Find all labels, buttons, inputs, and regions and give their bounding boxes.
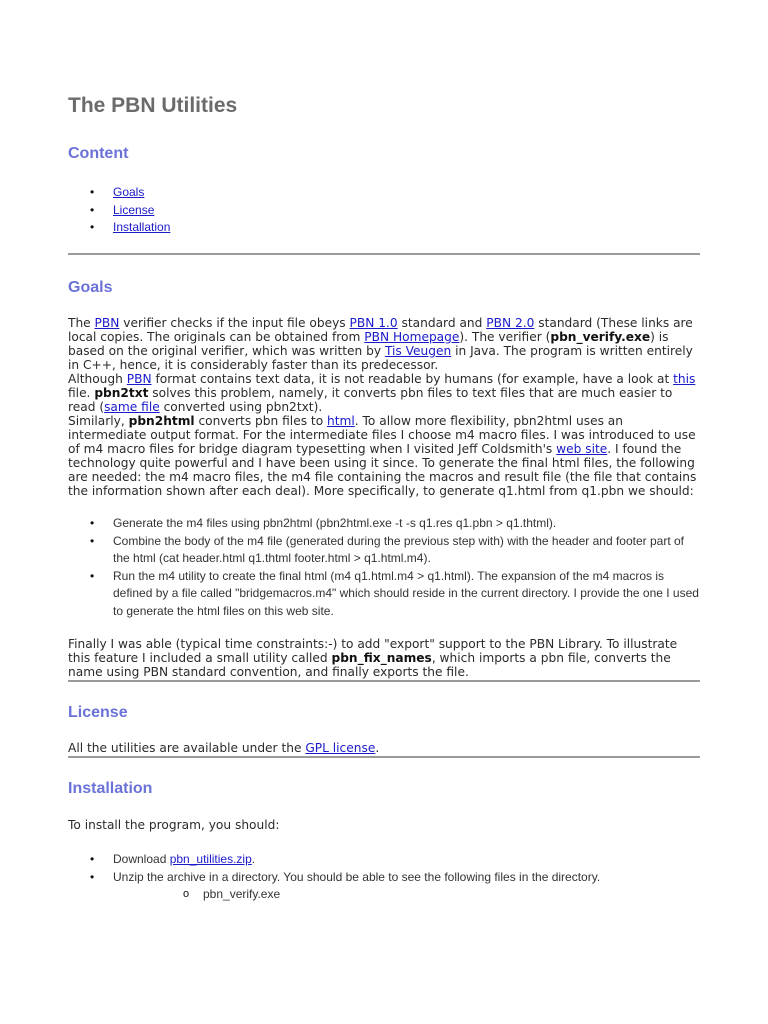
toc-link-installation[interactable]: Installation <box>113 220 171 234</box>
goals-text <box>68 316 702 498</box>
step-item: • Run the m4 utility to create the final html (m4 q1.html.m4 > q1.html). The expansion of the m4 macros is defined by a file called "bridgemacros.m4" which should reside in the current directory. I provide the one I used to generate the html files on this web site. <box>68 568 702 621</box>
goals-paragraph-2: Although PBN format contains text data, it is not readable by humans (for example, have a look at this file. pbn2txt solves this problem, namely, it converts pbn files to text files that are much easier to read (same file converted using pbn2txt). <box>68 372 696 414</box>
gpl-license-link[interactable]: GPL license <box>305 741 376 755</box>
tis-veugen-link[interactable]: Tis Veugen <box>384 344 452 358</box>
installation-heading: Installation <box>68 780 153 797</box>
pbn-link[interactable]: PBN <box>94 316 120 330</box>
page-title: The PBN Utilities <box>68 94 238 117</box>
web-site-link[interactable]: web site <box>556 442 608 456</box>
license-heading: License <box>68 704 128 721</box>
table-of-contents <box>68 184 170 237</box>
goals-paragraph-3: Similarly, pbn2html converts pbn files to html. To allow more flexibility, pbn2html uses an intermediate output format. For the intermediate files I choose m4 macro files. I was introduced to use of m4 macro files for bridge diagram typesetting when I visited Jeff Coldsmith's web site. I found the technology quite powerful and I have been using it since. To generate the final html files, the following are needed: the m4 macro files, the m4 file containing the macros and result file (the file that contains the information shown after each deal). More specifically, to generate q1.html from q1.pbn we should: <box>68 414 697 498</box>
toc-link-goals[interactable]: Goals <box>113 185 145 199</box>
steps-list <box>68 515 702 620</box>
installation-list <box>68 851 702 904</box>
html-link[interactable]: html <box>327 414 355 428</box>
content-heading: Content <box>68 145 129 162</box>
same-file-link[interactable]: same file <box>104 400 160 414</box>
toc-item-installation <box>68 219 170 237</box>
pbn-1-0-link[interactable]: PBN 1.0 <box>349 316 398 330</box>
pbn-2-0-link[interactable]: PBN 2.0 <box>486 316 535 330</box>
toc-item-license <box>68 202 170 220</box>
goals-paragraph-4: Finally I was able (typical time constraints:-) to add "export" support to the PBN Library. To illustrate this feature I included a small utility called pbn_fix_names, which imports a pbn file, converts the name using PBN standard convention, and finally exports the file. <box>68 637 678 679</box>
step-item: • Combine the body of the m4 file (generated during the previous step with) with the header and footer part of the html (cat header.html q1.thtml footer.html > q1.html.m4). <box>68 533 702 568</box>
this-file-link[interactable]: this <box>673 372 696 386</box>
divider <box>68 253 700 255</box>
divider <box>68 756 700 758</box>
installation-intro: To install the program, you should: <box>68 818 280 832</box>
file-item: o pbn_verify.exe <box>113 886 702 904</box>
divider <box>68 680 700 682</box>
toc-link-license[interactable]: License <box>113 202 155 217</box>
step-item: • Generate the m4 files using pbn2html (pbn2html.exe -t -s q1.res q1.pbn > q1.thtml). <box>68 515 702 533</box>
pbn-homepage-link[interactable]: PBN Homepage <box>364 330 460 344</box>
file-list <box>113 886 702 904</box>
pbn-format-link[interactable]: PBN <box>126 372 152 386</box>
install-step-unzip: • Unzip the archive in a directory. You should be able to see the following files in the directory. o pbn_verify.exe <box>68 869 702 904</box>
goals-paragraph-1: The PBN verifier checks if the input file obeys PBN 1.0 standard and PBN 2.0 standard (These links are local copies. The originals can be obtained from PBN Homepage). The verifier (pbn_verify.exe) is based on the original verifier, which was written by Tis Veugen in Java. The program is written entirely in C++, hence, it is considerably faster than its predecessor. <box>68 316 693 372</box>
pbn-utilities-zip-link[interactable]: pbn_utilities.zip <box>169 852 252 866</box>
goals-heading: Goals <box>68 279 113 296</box>
install-step-download: • Download pbn_utilities.zip. <box>68 851 702 869</box>
license-text: All the utilities are available under the GPL license. <box>68 741 380 755</box>
toc-item-goals <box>68 184 170 202</box>
